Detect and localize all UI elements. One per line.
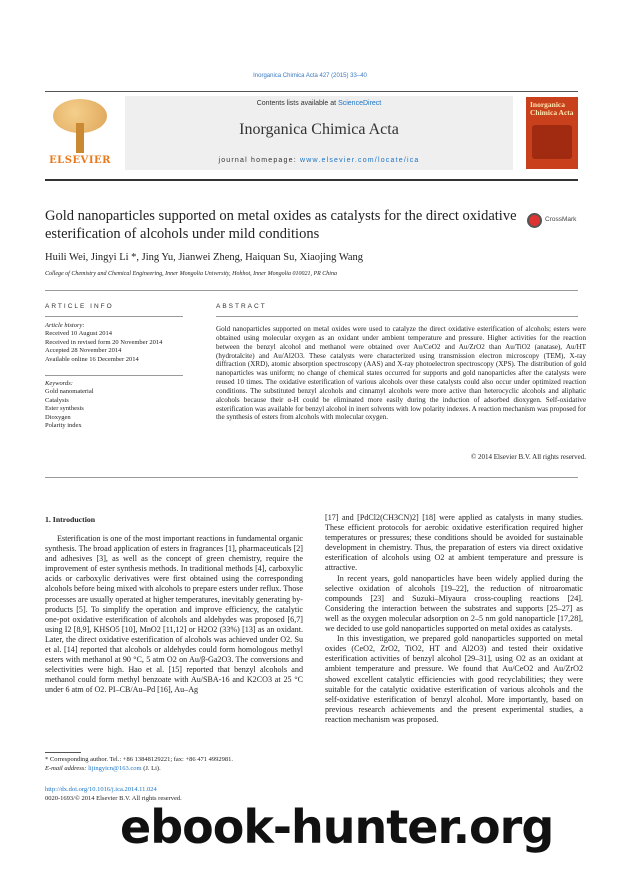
publisher-name: ELSEVIER — [49, 155, 111, 166]
article-history: Article history: Received 10 August 2014 Received in revised form 20 November 2014 Accepted 28 November 2014 Available online 16 December 2014 — [45, 322, 163, 363]
paragraph: [17] and [PdCl2(CH3CN)2] [18] were applied as catalysts in many studies. These efficient protocols for aerobic oxidative esterification required higher temperatures or pressures; these conditions should be avoided for sustainable development in chemistry. Thus, the preparation of esters via direct oxidative esterification of alcohols using O2 at ambient temperature and pressure is attractive. — [325, 513, 583, 573]
divider — [45, 375, 183, 376]
divider — [45, 290, 578, 291]
email-link[interactable]: lijingyicn@163.com — [88, 764, 142, 772]
header-top-rule — [45, 91, 578, 92]
divider — [216, 316, 578, 317]
paragraph: In recent years, gold nanoparticles have been widely applied during the selective oxidation of alcohols [19–22], the reduction of nitroaromatic compounds [23] and Suzuki–Miyaura cross-coupling reactions [24]. Considering the interaction between the substrates and supports [25–27] as well as the oxygen molecular adsorption on 2–5 nm gold nanoparticle [17,28], we decided to use gold nanoparticles supported on metal oxides as catalysts. — [325, 573, 583, 634]
crossmark-label: CrossMark — [545, 216, 577, 223]
author-list: Huili Wei, Jingyi Li *, Jing Yu, Jianwei Zheng, Haiquan Su, Xiaojing Wang — [45, 252, 364, 263]
article-title: Gold nanoparticles supported on metal oxides as catalysts for the direct oxidative esterification of alcohols under mild conditions — [45, 208, 517, 242]
keywords: Keywords: Gold nanomaterial Catalysis Ester synthesis Dioxygen Polarity index — [45, 380, 94, 430]
homepage-link[interactable]: www.elsevier.com/locate/ica — [299, 157, 420, 164]
journal-cover-image — [526, 97, 578, 169]
corresponding-author-note: * Corresponding author. Tel.: +86 13848129221; fax: +86 471 4992981. E-mail address: lijingyicn@163.com (J. Li). — [45, 756, 234, 772]
journal-title: Inorganica Chimica Acta — [239, 121, 399, 138]
divider — [45, 477, 578, 478]
abstract-text: Gold nanoparticles supported on metal oxides were used to catalyze the direct oxidative esterification of alcohols; esters were obtained using molecular oxygen as an oxidant under ambient temperature and pressure. Higher activities for the reaction between the benzyl alcohol and methanol were obtained over Au/CeO2 and Au/ZrO2 than Au/TiO2 (anatase), Au/HT (hydrotalcite) and Au/Al2O3. These catalysts were characterized using transmission electron microscopy (TEM), X-ray diffraction (XRD), atomic absorption spectroscopy (AAS) and X-ray photoelectron spectroscopy (XPS). The distribution of gold nanoparticles was uniform; no change of chemical states occurred for supports and gold nanoparticles after the catalysts were reused 10 times. The oxidative esterification of various alcohols over these catalysts could also occur under optimized reaction conditions. The substituted benzyl alcohols and cinnamyl alcohols were more active than heterocyclic alcohols and aliphatic alcohols because their α-H could be eliminated more easily during the induction of adsorbed dioxygen. Self-oxidative esterification was available for benzyl alcohol in inert solvents with low polarity indexes. A reaction mechanism was proposed for the synthesis of esters from alcohols with molecular oxygen. — [216, 325, 586, 422]
intro-right-column — [325, 513, 583, 725]
divider — [45, 316, 183, 317]
elsevier-logo — [45, 97, 115, 167]
doi-block: http://dx.doi.org/10.1016/j.ica.2014.11.024 0020-1693/© 2014 Elsevier B.V. All rights reserved. — [45, 786, 182, 802]
article-info-heading: ARTICLE INFO — [45, 303, 114, 310]
paragraph: Esterification is one of the most important reactions in fundamental organic synthesis. The broad application of esters in fragrances [1], pharmaceuticals [2] and adhesives [3], as well as the concept of green chemistry, require the improvement of ester synthesis methods. In traditional methods [4], carboxylic acids or carboxylic derivatives were first obtained using the corresponding alcohols before being mixed with alcohols to prepare esters under reflux. Those processes are usually operated at higher temperatures, inevitably generating by-products [5]. To simplify the operation and improve efficiency, the catalytic one-pot oxidative esterification of alcohols and aldehydes was proposed [6,7] using I2 [8,9], KHSO5 [10], MnO2 [11,12] or H2O2 (33%) [13] as an oxidant. Later, the direct oxidative esterification of alcohols was achieved under O2. Su et al. [14] reported that alcohols or aldehydes could form homologous methyl esters with methanol at 90 °C, 5 atm O2 on Au/β-Ga2O3. The conversions and selectivities were high. Hao et al. [15] reported that benzyl alcohols and methanol could form methyl benzoate with Au/SBA-16 and K2CO3 at 25 °C under 6 atm of O2. PI–CB/Au–Pd [16], Au–Ag — [45, 534, 304, 695]
header-bottom-rule — [45, 179, 578, 181]
intro-left-column — [45, 534, 303, 696]
watermark-text: ebook-hunter.org — [120, 800, 554, 854]
abstract-heading: ABSTRACT — [216, 303, 267, 310]
section-heading: 1. Introduction — [45, 515, 96, 524]
contents-line: Contents lists available at ScienceDirect — [256, 100, 382, 107]
footnote-rule — [45, 752, 81, 753]
doi-link[interactable]: http://dx.doi.org/10.1016/j.ica.2014.11.024 — [45, 786, 157, 793]
crossmark-icon — [527, 213, 542, 228]
sciencedirect-link[interactable]: ScienceDirect — [338, 100, 382, 107]
affiliation: College of Chemistry and Chemical Engineering, Inner Mongolia University, Hohhot, Inner Mongolia 010021, PR China — [45, 271, 337, 277]
journal-citation[interactable]: Inorganica Chimica Acta 427 (2015) 33–40 — [253, 73, 367, 79]
crossmark-badge[interactable] — [527, 211, 579, 231]
paragraph: In this investigation, we prepared gold nanoparticles supported on metal oxides (CeO2, ZrO2, TiO2, HT and Al2O3) and tested their oxidative esterification activities of benzyl alcohol [29–31], using O2 as an oxidant at ambient temperature and pressure. We found that Au/CeO2 and Au/ZrO2 showed excellent catalytic efficiencies with good recyclabilities; they were suitable for the catalytic oxidative esterification of various alcohols and the self-oxidative esterification of benzyl alcohol. More importantly, based on previous research achievements and the present experimental studies, a reaction mechanism was proposed. — [325, 634, 583, 724]
journal-homepage: journal homepage: www.elsevier.com/locate/ica — [218, 157, 420, 164]
abstract-copyright: © 2014 Elsevier B.V. All rights reserved. — [470, 453, 586, 461]
cover-title: Inorganica Chimica Acta — [530, 100, 574, 117]
